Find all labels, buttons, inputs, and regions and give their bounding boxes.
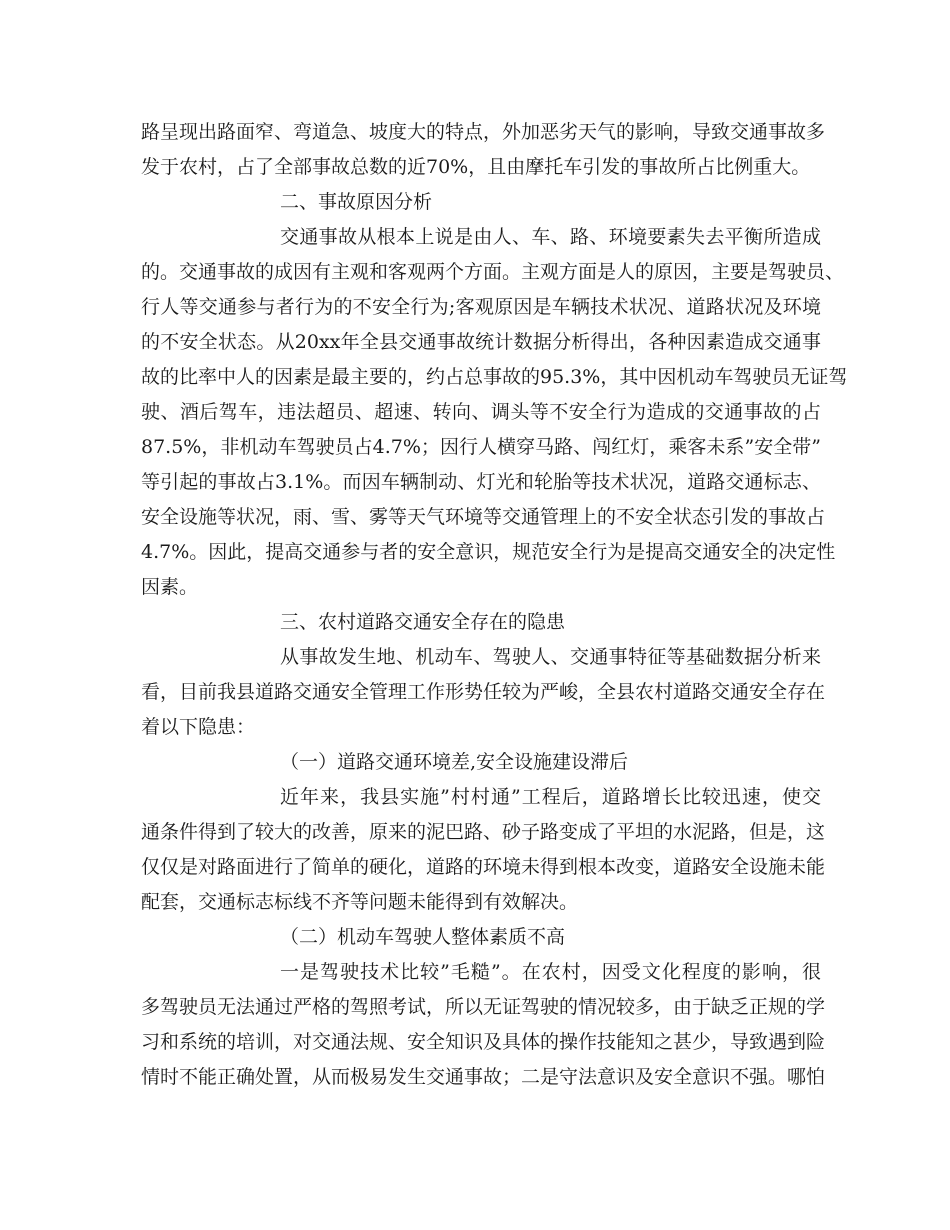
body-text-line: 驶、酒后驾车，违法超员、超速、转向、调头等不安全行为造成的交通事故的占	[141, 401, 821, 423]
section-heading: 二、事故原因分析	[280, 191, 433, 213]
body-text-line: 4.7%。因此，提高交通参与者的安全意识，规范安全行为是提高交通安全的决定性	[141, 541, 836, 563]
body-text-line: 路呈现出路面窄、弯道急、坡度大的特点，外加恶劣天气的影响，导致交通事故多	[141, 121, 826, 143]
body-text-line: 情时不能正确处置，从而极易发生交通事故；二是守法意识及安全意识不强。哪怕	[141, 1066, 826, 1088]
body-text-line: 行人等交通参与者行为的不安全行为;客观原因是车辆技术状况、道路状况及环境	[141, 296, 821, 318]
subsection-heading: （一）道路交通环境差,安全设施建设滞后	[280, 751, 629, 773]
body-text-line: 多驾驶员无法通过严格的驾照考试，所以无证驾驶的情况较多，由于缺乏正规的学	[141, 996, 826, 1018]
body-text-line: 近年来，我县实施”村村通”工程后，道路增长比较迅速，使交	[280, 786, 821, 808]
body-text-line: 一是驾驶技术比较”毛糙”。在农村，因受文化程度的影响，很	[280, 961, 821, 983]
body-text-line: 交通事故从根本上说是由人、车、路、环境要素失去平衡所造成	[280, 226, 821, 248]
section-heading: 三、农村道路交通安全存在的隐患	[280, 611, 566, 633]
body-text-line: 安全设施等状况，雨、雪、雾等天气环境等交通管理上的不安全状态引发的事故占	[141, 506, 826, 528]
body-text-line: 习和系统的培训，对交通法规、安全知识及具体的操作技能知之甚少，导致遇到险	[141, 1031, 826, 1053]
body-text-line: 故的比率中人的因素是最主要的，约占总事故的95.3%，其中因机动车驾驶员无证驾	[141, 366, 848, 388]
body-text-line: 的不安全状态。从20xx年全县交通事故统计数据分析得出，各种因素造成交通事	[141, 331, 821, 353]
body-text-line: 配套，交通标志标线不齐等问题未能得到有效解决。	[141, 891, 579, 913]
body-text-line: 着以下隐患：	[141, 716, 256, 738]
body-text-line: 从事故发生地、机动车、驾驶人、交通事特征等基础数据分析来	[280, 646, 821, 668]
body-text-line: 发于农村，占了全部事故总数的近70%，且由摩托车引发的事故所占比例重大。	[141, 156, 811, 178]
body-text-line: 仅仅是对路面进行了简单的硬化，道路的环境未得到根本改变，道路安全设施未能	[141, 856, 826, 878]
subsection-heading: （二）机动车驾驶人整体素质不高	[280, 926, 566, 948]
body-text-line: 通条件得到了较大的改善，原来的泥巴路、砂子路变成了平坦的水泥路，但是，这	[141, 821, 826, 843]
body-text-line: 的。交通事故的成因有主观和客观两个方面。主观方面是人的原因，主要是驾驶员、	[141, 261, 845, 283]
body-text-line: 因素。	[141, 576, 199, 598]
body-text-line: 87.5%，非机动车驾驶员占4.7%；因行人横穿马路、闯红灯，乘客未系”安全带”	[141, 436, 821, 458]
body-text-line: 等引起的事故占3.1%。而因车辆制动、灯光和轮胎等技术状况，道路交通标志、	[141, 471, 821, 493]
body-text-line: 看，目前我县道路交通安全管理工作形势任较为严峻，全县农村道路交通安全存在	[141, 681, 826, 703]
